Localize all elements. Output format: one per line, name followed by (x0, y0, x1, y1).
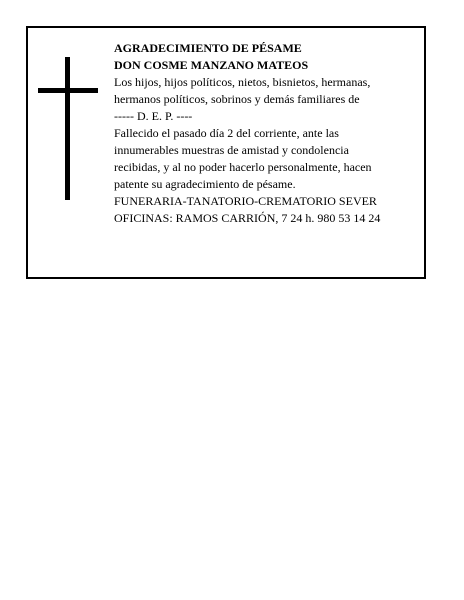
funeral-home-name: FUNERARIA-TANATORIO-CREMATORIO SEVER (114, 194, 377, 208)
notice-text (114, 40, 424, 227)
dep-line: ----- D. E. P. ---- (114, 109, 193, 123)
message-line: innumerables muestras de amistad y condolencia (114, 143, 349, 157)
message-line: recibidas, y al no poder hacerlo personalmente, hacen (114, 160, 372, 174)
message-line: Fallecido el pasado día 2 del corriente, ante las (114, 126, 339, 140)
obituary-notice (26, 26, 426, 279)
deceased-name: DON COSME MANZANO MATEOS (114, 58, 309, 72)
cross-horizontal-bar (38, 88, 98, 93)
offices-contact: OFICINAS: RAMOS CARRIÓN, 7 24 h. 980 53 14 24 (114, 211, 381, 225)
family-line: hermanos políticos, sobrinos y demás familiares de (114, 92, 360, 106)
latin-cross-icon (38, 57, 98, 200)
family-line: Los hijos, hijos políticos, nietos, bisnietos, hermanas, (114, 75, 371, 89)
cross-vertical-bar (65, 57, 70, 200)
notice-heading: AGRADECIMIENTO DE PÉSAME (114, 41, 302, 55)
message-line: patente su agradecimiento de pésame. (114, 177, 296, 191)
